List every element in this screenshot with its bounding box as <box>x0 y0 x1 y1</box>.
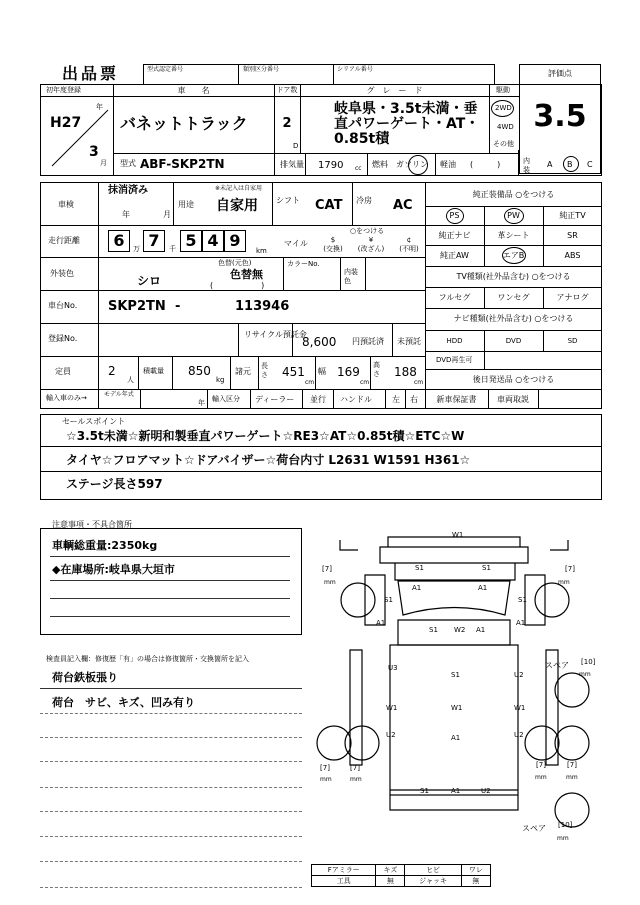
mileage-digit-1: 6 <box>113 231 125 250</box>
inspector-label: 検査員記入欄：修復歴「有」の場合は修復箇所・交換箇所を記入 <box>46 655 249 663</box>
mark-u2-r: U2 <box>514 671 524 679</box>
vehicle-diagram <box>310 525 600 870</box>
ac-label: 冷房 <box>356 196 372 205</box>
eval-label: 評価点 <box>548 69 572 78</box>
nav-dvd: DVD <box>505 337 522 345</box>
equip-abs: ABS <box>564 251 581 260</box>
mileage-digit-4: 4 <box>207 231 219 250</box>
spare1-unit: mm <box>579 671 591 678</box>
height-value: 188 <box>394 365 417 379</box>
tv-fullseg: フルセグ <box>438 293 471 302</box>
mileage-digit-3: 5 <box>185 231 197 250</box>
grade-line-2: 直パワーゲート・AT・ <box>334 116 480 132</box>
tire-fr-value: [7] <box>565 565 575 573</box>
mileage-man: 万 <box>133 245 140 253</box>
mark-a1-d: A1 <box>516 619 526 627</box>
chassis-prefix: SKP2TN <box>108 299 166 314</box>
interior-color-label: 内装色 <box>344 268 358 285</box>
interior-opt-c: C <box>587 160 593 169</box>
ac-value: AC <box>393 198 413 213</box>
handle-left: 左 <box>392 395 400 404</box>
recycle-value: 8,600 <box>302 335 337 349</box>
seats-unit: 人 <box>127 376 134 384</box>
acc-value-4: 無 <box>461 876 490 887</box>
tire-rr2-value: [7] <box>567 761 577 769</box>
eval-score: 3.5 <box>533 99 587 134</box>
registration-year-label: 年 <box>96 103 103 111</box>
displacement-unit: cc <box>355 165 362 172</box>
after-title: 後日発送品 ○をつける <box>472 375 555 384</box>
grade-label: グ レ ー ド <box>366 86 423 95</box>
equip-pw: PW <box>507 211 520 220</box>
drive-opt-other: その他 <box>493 140 514 148</box>
displacement-value: 1790 <box>318 160 344 171</box>
recycle-status: 円預託済 <box>352 337 384 346</box>
notes-location: ◆在庫場所:岐阜県大垣市 <box>52 563 175 576</box>
mileage-opt-2-txt: (改ざん) <box>357 245 385 253</box>
after-warranty: 新車保証書 <box>436 395 477 404</box>
tire-rr1-value: [7] <box>536 761 546 769</box>
mark-a1-b: A1 <box>478 584 488 592</box>
mileage-opt-3-sym: ¢ <box>406 236 412 244</box>
mark-s1-c: S1 <box>384 596 393 604</box>
acc-value-3: ジャッキ <box>405 876 461 887</box>
mark-a1-e: A1 <box>476 626 486 634</box>
acc-value-2: 無 <box>376 876 405 887</box>
registration-month: 3 <box>89 144 99 160</box>
displacement-label: 排気量 <box>280 160 304 169</box>
acc-value-1: 工具 <box>312 876 376 887</box>
load-value: 850 <box>188 364 211 378</box>
import-type-label: 輸入区分 <box>212 395 240 403</box>
mark-s1-mid-top: S1 <box>429 626 438 634</box>
mark-w1-top: W1 <box>452 531 464 539</box>
mark-a1-c: A1 <box>376 619 386 627</box>
interior-opt-b: B <box>567 160 573 169</box>
tire-rl2-unit: mm <box>350 776 362 783</box>
grade-line-3: 0.85t積 <box>334 131 390 147</box>
tire-rr2-unit: mm <box>566 774 578 781</box>
mileage-opt-1-sym: $ <box>330 236 336 244</box>
mark-s1-bot: S1 <box>420 787 429 795</box>
inspection-label: 車検 <box>58 200 74 209</box>
registration-month-label: 月 <box>100 159 107 167</box>
mark-s1-a: S1 <box>415 564 424 572</box>
equip-navi: 純正ナビ <box>438 231 471 240</box>
usage-note: ※未記入は自家用 <box>215 185 263 192</box>
registration-label: 初年度登録 <box>46 86 81 94</box>
mileage-digit-5: 9 <box>229 231 241 250</box>
inspector-line-2: 荷台 サビ、キズ、凹み有り <box>52 696 195 709</box>
mark-s1-mid: S1 <box>451 671 460 679</box>
fuel-alt-label: 軽油 <box>440 160 456 169</box>
color-change-label: 色替(元色) <box>218 259 252 267</box>
mileage-label: 走行距離 <box>48 236 80 245</box>
equip-leather: 革シート <box>497 231 530 240</box>
mark-s1-b: S1 <box>482 564 491 572</box>
fuel-value: ガソリン <box>396 160 428 169</box>
handle-right: 右 <box>410 395 418 404</box>
spare1-value: [10] <box>581 658 596 666</box>
drive-opt-2wd: 2WD <box>495 104 512 112</box>
drive-opt-4wd: 4WD <box>497 123 514 131</box>
nav-hdd: HDD <box>446 337 463 345</box>
nav-sd: SD <box>567 337 578 345</box>
grade-line-1: 岐阜県・3.5t未満・垂 <box>334 101 478 117</box>
chassis-dash: - <box>175 299 181 314</box>
acc-header-1: Fアミラー <box>312 865 376 876</box>
spare2-label: スペア <box>522 824 546 833</box>
import-parallel: 並行 <box>310 395 326 404</box>
inspection-month-label: 月 <box>163 210 171 219</box>
mark-w1-r: W1 <box>514 704 526 712</box>
len-value: 451 <box>282 365 305 379</box>
tire-rl1-value: [7] <box>320 764 330 772</box>
equip-ps: PS <box>449 211 460 220</box>
nav-title: ナビ種類(社外品含む) ○をつける <box>453 314 574 323</box>
mileage-digit-2: 7 <box>148 231 160 250</box>
mileage-opt-3-txt: (不明) <box>399 245 419 253</box>
color-change-value: 色替無 <box>230 268 263 281</box>
chassis-label: 車台No. <box>48 301 78 310</box>
height-label: 高さ <box>373 361 380 378</box>
category-label: 類別区分番号 <box>243 66 280 73</box>
mark-u2-r2: U2 <box>514 731 524 739</box>
doors-label: ドア数 <box>276 86 298 94</box>
inspection-value: 抹消済み <box>108 185 148 196</box>
reg-no-label: 登録No. <box>48 334 78 343</box>
fuel-label: 燃料 <box>372 160 388 169</box>
tv-oneseg: ワンセグ <box>497 293 530 302</box>
handle-label: ハンドル <box>340 395 372 404</box>
len-unit: cm <box>305 379 315 386</box>
equipment-title: 純正装備品 ○をつける <box>472 190 555 199</box>
mark-s1-d: S1 <box>518 596 527 604</box>
mile-label: マイル <box>284 239 308 248</box>
header-id-box <box>143 64 495 85</box>
color-code-label: カラーNo. <box>287 260 320 268</box>
spare1-label: スペア <box>545 661 569 670</box>
shift-label: シフト <box>276 196 300 205</box>
sales-points-label: セールスポイント <box>62 417 126 426</box>
color-label: 外装色 <box>50 269 74 278</box>
after-manual: 車両取説 <box>497 395 529 404</box>
import-label: 輸入車のみ→ <box>46 394 87 402</box>
recycle-label: リサイクル預託金 <box>244 330 307 339</box>
mark-a1-a: A1 <box>412 584 422 592</box>
width-label: 幅 <box>318 367 326 376</box>
seats-label: 定員 <box>55 367 71 376</box>
mileage-unit: km <box>256 247 267 255</box>
notes-gross-weight: 車輌総重量:2350kg <box>52 539 158 552</box>
tv-title: TV種類(社外品含む) ○をつける <box>456 272 571 281</box>
tv-analog: アナログ <box>556 293 589 302</box>
height-unit: cm <box>414 379 424 386</box>
tire-fl-unit: mm <box>324 579 336 586</box>
car-name-value: バネットトラック <box>120 114 248 133</box>
serial-label: シリアル番号 <box>337 66 373 73</box>
mark-u2-l: U2 <box>386 731 396 739</box>
sales-line-3: ステージ長さ597 <box>66 477 163 491</box>
spare2-value: [10] <box>558 821 573 829</box>
sales-line-2: タイヤ☆フロアマット☆ドアバイザー☆荷台内寸 L2631 W1591 H361☆ <box>66 453 471 467</box>
equip-aw: 純正AW <box>440 251 469 260</box>
width-value: 169 <box>337 365 360 379</box>
mark-a1-mid: A1 <box>451 734 461 742</box>
dims-label: 諸元 <box>235 367 251 376</box>
tire-fl-value: [7] <box>322 565 332 573</box>
recycle-not: 未預託 <box>397 337 421 346</box>
shift-value: CAT <box>315 198 343 213</box>
len-label: 長さ <box>261 362 268 379</box>
doors-suffix: D <box>293 142 299 150</box>
acc-header-2: キズ <box>376 865 405 876</box>
accessory-table <box>311 864 491 887</box>
mark-u3-l: U3 <box>388 664 398 672</box>
mark-w1-mid: W1 <box>451 704 463 712</box>
load-unit: kg <box>216 376 225 384</box>
equip-tv: 純正TV <box>559 211 586 220</box>
dvd-playable-label: DVD再生可 <box>436 356 473 364</box>
inspection-year-label: 年 <box>122 210 130 219</box>
sales-line-1: ☆3.5t未満☆新明和製垂直パワーゲート☆RE3☆AT☆0.85t積☆ETC☆W <box>66 429 465 443</box>
mileage-circle-note: ○をつける <box>350 227 385 235</box>
tire-rl2-value: [7] <box>350 764 360 772</box>
tire-fr-unit: mm <box>558 579 570 586</box>
tire-rr1-unit: mm <box>535 774 547 781</box>
acc-header-3: ヒビ <box>405 865 461 876</box>
seats-value: 2 <box>108 364 116 378</box>
width-unit: cm <box>360 379 370 386</box>
notes-label: 注意事項・不具合箇所 <box>52 520 132 529</box>
mileage-opt-1-txt: (交換) <box>323 245 343 253</box>
mileage-sen: 千 <box>169 245 176 253</box>
mileage-opt-2-sym: ¥ <box>368 236 374 244</box>
model-label: 型式 <box>120 159 136 168</box>
equip-airbag-circle <box>502 247 526 264</box>
equip-pw-circle <box>504 208 524 224</box>
import-dealer: ディーラー <box>255 395 295 404</box>
tire-rl1-unit: mm <box>320 776 332 783</box>
drive-label: 駆動 <box>496 86 510 94</box>
model-cert-label: 型式認定番号 <box>147 66 184 73</box>
model-year-label: モデル年式 <box>104 391 134 398</box>
mark-u2-bot: U2 <box>481 787 491 795</box>
acc-header-4: ワレ <box>461 865 490 876</box>
usage-label: 用途 <box>178 200 194 209</box>
equip-airbag: エアB <box>502 251 525 260</box>
fuel-selected-circle <box>408 155 428 175</box>
chassis-number: 113946 <box>235 299 290 314</box>
page-title: 出品票 <box>62 64 120 83</box>
interior-label: 内装 <box>523 157 530 174</box>
equip-ps-circle <box>446 208 464 224</box>
model-year-unit: 年 <box>198 399 205 407</box>
mark-w1-l: W1 <box>386 704 398 712</box>
doors-value: 2 <box>282 116 292 131</box>
inspector-line-1: 荷台鉄板張り <box>52 671 118 684</box>
mark-a1-bot: A1 <box>451 787 461 795</box>
color-value: シロ <box>137 274 162 288</box>
equip-sr: SR <box>567 231 578 240</box>
interior-opt-a: A <box>547 160 553 169</box>
load-label: 積載量 <box>143 367 164 375</box>
model-value: ABF-SKP2TN <box>140 157 225 171</box>
car-name-label: 車 名 <box>177 86 210 95</box>
spare2-unit: mm <box>557 835 569 842</box>
mark-w2: W2 <box>454 626 466 634</box>
usage-value: 自家用 <box>216 198 258 214</box>
registration-era: H27 <box>50 115 82 131</box>
fuel-paren: ( ) <box>470 160 501 169</box>
